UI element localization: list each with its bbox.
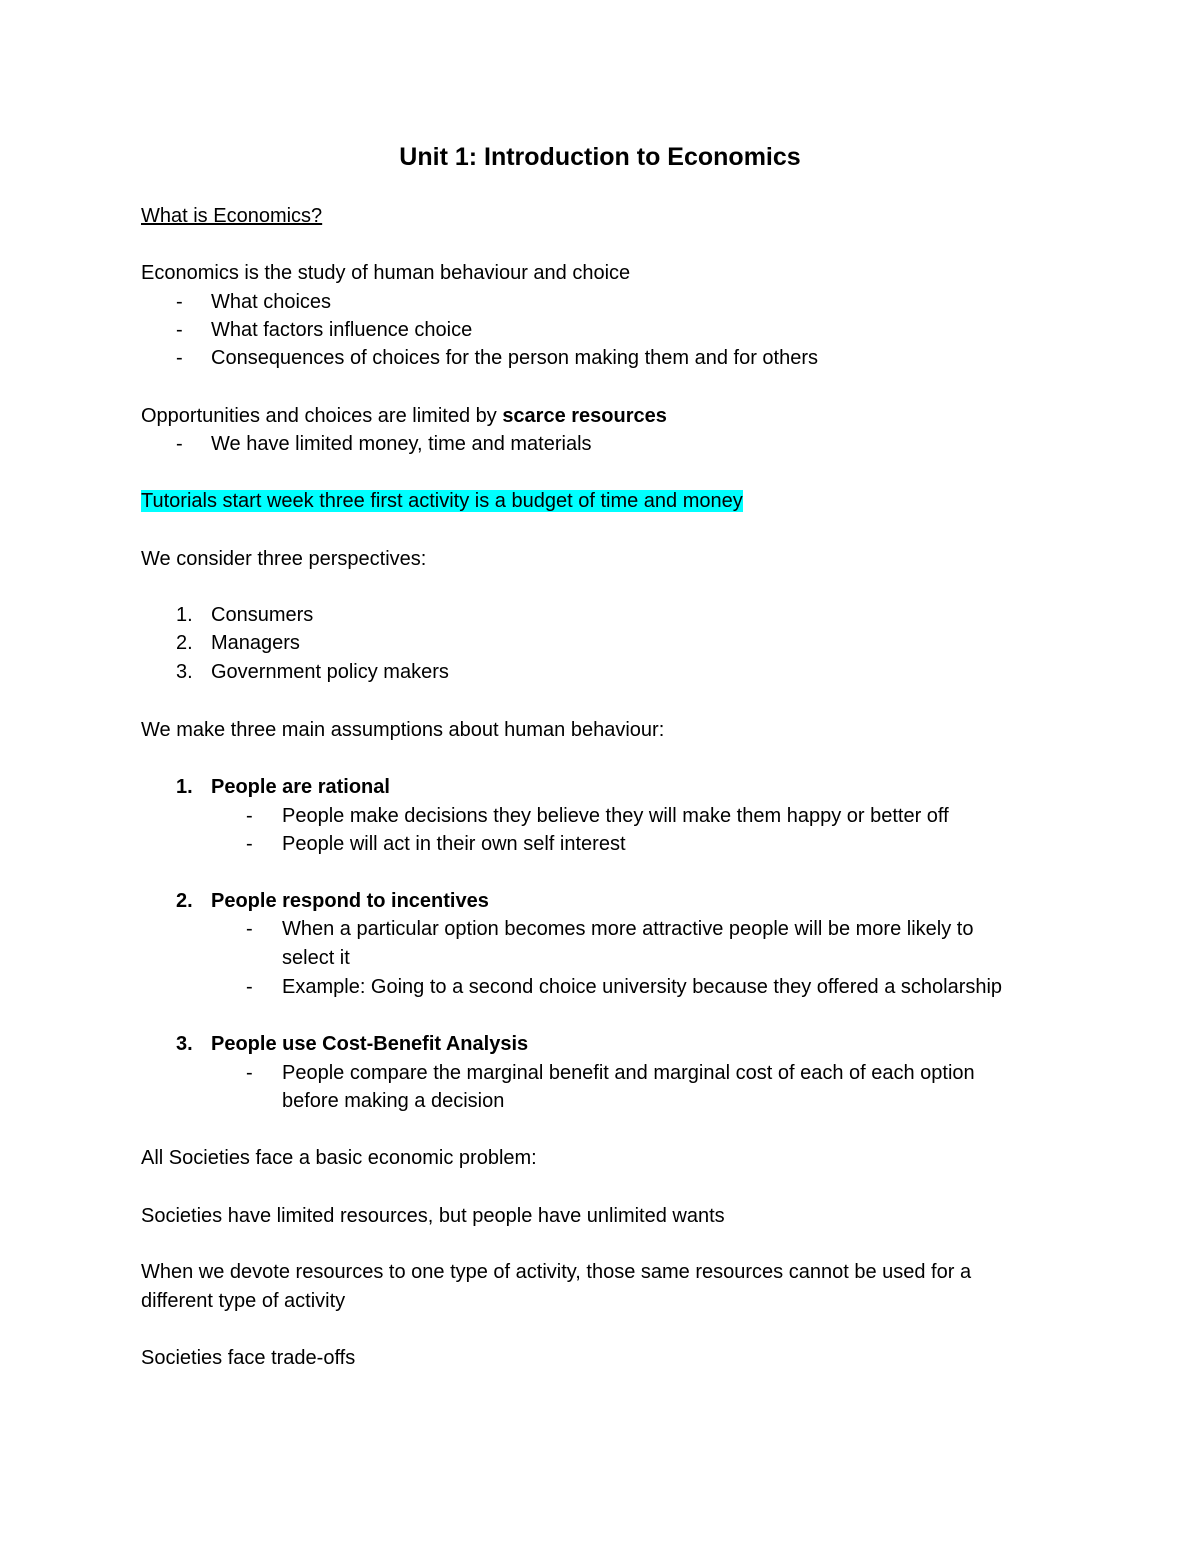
bullet-marker: - [246,976,253,998]
devote-resources-line: When we devote resources to one type of activity, those same resources cannot be used for a [141,1261,972,1283]
bullet-marker: - [176,319,183,341]
scarcity-point: We have limited money, time and materials [211,433,592,455]
perspective-item: Government policy makers [211,661,449,683]
highlighted-text: Tutorials start week three first activity is a budget of time and money [141,490,743,512]
scarcity-bold-term: scarce resources [502,405,667,427]
devote-resources-line: different type of activity [141,1290,346,1312]
bullet-marker: - [246,805,253,827]
assumption-point: People compare the marginal benefit and marginal cost of each of each option [282,1062,975,1084]
number-marker: 2. [176,890,193,912]
bullet-marker: - [176,291,183,313]
number-marker: 2. [176,632,193,654]
assumption-heading: People use Cost-Benefit Analysis [211,1033,529,1055]
trade-offs-text: Societies face trade-offs [141,1347,356,1369]
assumption-point: When a particular option becomes more attractive people will be more likely to [282,918,974,940]
assumption-point: People will act in their own self interest [282,833,626,855]
perspective-item: Managers [211,632,300,654]
number-marker: 1. [176,604,193,626]
section-heading-what-is-economics: What is Economics? [141,205,323,227]
perspectives-intro: We consider three perspectives: [141,548,427,570]
scarcity-prefix: Opportunities and choices are limited by [141,405,503,427]
bullet-marker: - [246,833,253,855]
assumption-point: Example: Going to a second choice university because they offered a scholarship [282,976,1003,998]
bullet-marker: - [246,918,253,940]
assumptions-intro: We make three main assumptions about human behaviour: [141,719,665,741]
number-marker: 3. [176,1033,193,1055]
problem-intro: All Societies face a basic economic problem: [141,1147,537,1169]
assumption-heading: People respond to incentives [211,890,489,912]
limited-resources-text: Societies have limited resources, but people have unlimited wants [141,1205,725,1227]
definition-point: What choices [211,291,332,313]
bullet-marker: - [176,433,183,455]
assumption-point-continued: select it [282,947,350,969]
assumption-point-continued: before making a decision [282,1090,505,1112]
assumption-heading: People are rational [211,776,390,798]
number-marker: 3. [176,661,193,683]
bullet-marker: - [246,1062,253,1084]
page-title: Unit 1: Introduction to Economics [399,143,801,171]
highlight-note [141,487,743,515]
assumption-point: People make decisions they believe they will make them happy or better off [282,805,949,827]
definition-text: Economics is the study of human behaviour and choice [141,262,631,284]
bullet-marker: - [176,347,183,369]
definition-point: Consequences of choices for the person making them and for others [211,347,819,369]
scarcity-text [141,402,667,430]
definition-point: What factors influence choice [211,319,473,341]
perspective-item: Consumers [211,604,314,626]
number-marker: 1. [176,776,193,798]
